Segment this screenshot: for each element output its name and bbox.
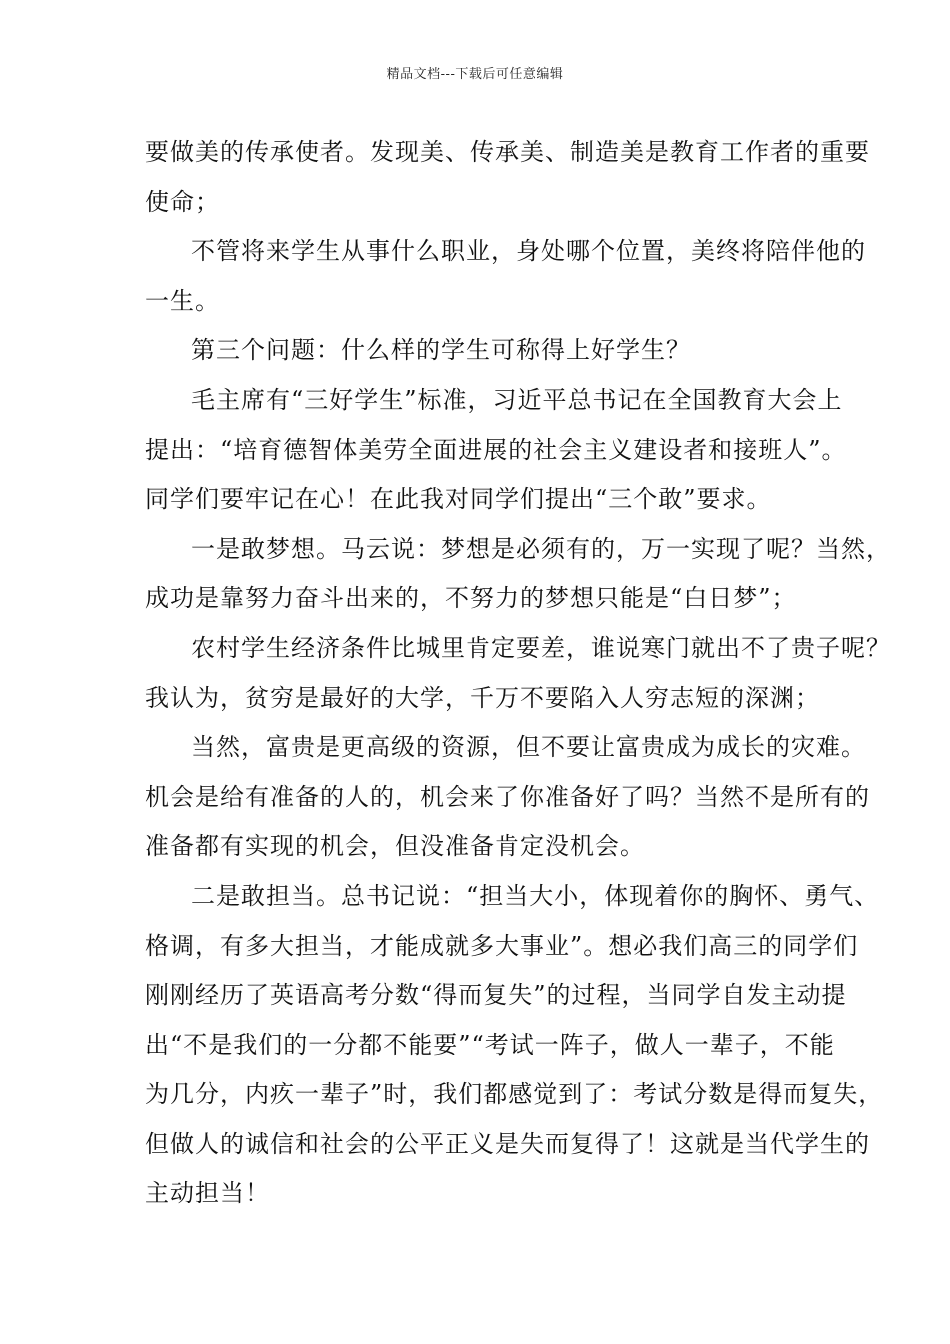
text-line-7: 提出：“培育德智体美劳全面进展的社会主义建设者和接班人”。 <box>145 435 847 464</box>
text-line-21: 但做人的诚信和社会的公平正义是失而复得了！这就是当代学生的 <box>145 1129 870 1158</box>
text-line-19: 出“不是我们的一分都不能要”“考试一阵子，做人一辈子，不能 <box>145 1030 835 1059</box>
text-line-4: 一生。 <box>145 286 220 315</box>
text-line-1: 要做美的传承使者。发现美、传承美、制造美是教育工作者的重要 <box>145 138 870 166</box>
text-line-6: 毛主席有“三好学生”标准，习近平总书记在全国教育大会上 <box>191 385 843 414</box>
text-line-17: 格调，有多大担当，才能成就多大事业”。想必我们高三的同学们 <box>145 931 859 960</box>
section-heading: 第三个问题：什么样的学生可称得上好学生？ <box>191 336 691 365</box>
text-line-14: 机会是给有准备的人的，机会来了你准备好了吗？当然不是所有的 <box>145 782 870 811</box>
text-line-13: 当然，富贵是更高级的资源，但不要让富贵成为成长的灾难。 <box>191 733 866 762</box>
text-line-11: 农村学生经济条件比城里肯定要差，谁说寒门就出不了贵子呢？ <box>191 633 891 662</box>
text-line-12: 我认为，贫穷是最好的大学，千万不要陷入人穷志短的深渊； <box>145 683 820 712</box>
text-line-18: 刚刚经历了英语高考分数“得而复失”的过程，当同学自发主动提 <box>145 981 847 1010</box>
text-line-22: 主动担当！ <box>145 1179 270 1208</box>
text-line-15: 准备都有实现的机会，但没准备肯定没机会。 <box>145 832 645 861</box>
text-line-3: 不管将来学生从事什么职业，身处哪个位置，美终将陪伴他的 <box>191 237 866 266</box>
document-body <box>145 128 891 1219</box>
text-line-2: 使命； <box>145 187 220 216</box>
text-line-8: 同学们要牢记在心！在此我对同学们提出“三个敢”要求。 <box>145 485 772 514</box>
text-line-9: 一是敢梦想。马云说：梦想是必须有的，万一实现了呢？当然， <box>191 534 891 563</box>
text-line-10: 成功是靠努力奋斗出来的，不努力的梦想只能是“白日梦”； <box>145 584 797 613</box>
page-header: 精品文档---下载后可任意编辑 <box>386 67 564 82</box>
text-line-16: 二是敢担当。总书记说：“担当大小，体现着你的胸怀、勇气、 <box>191 881 880 910</box>
text-line-20: 为几分，内疚一辈子”时，我们都感觉到了：考试分数是得而复失， <box>145 1080 884 1109</box>
